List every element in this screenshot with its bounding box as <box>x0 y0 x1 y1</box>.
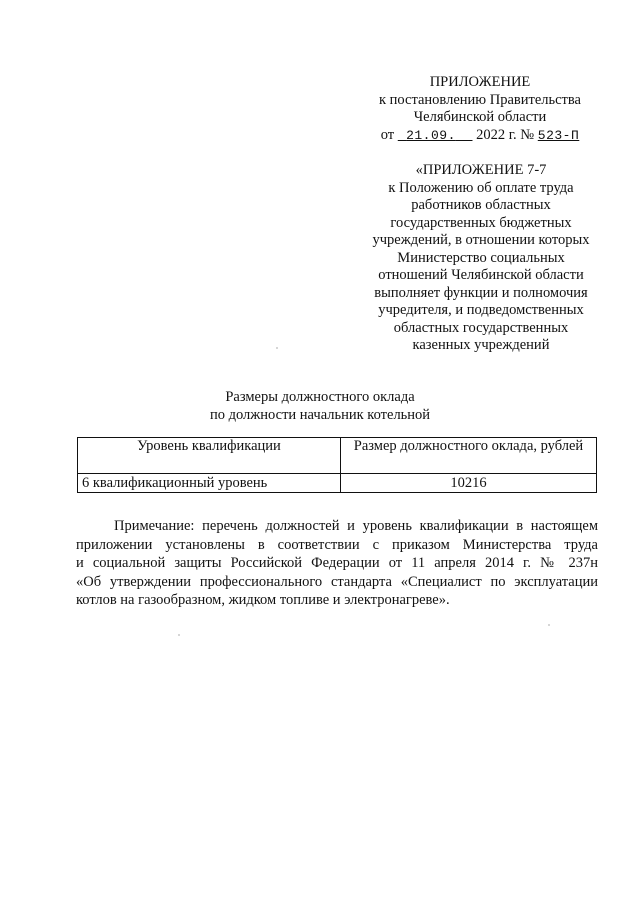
qualification-cell: 6 квалификационный уровень <box>78 474 341 493</box>
salary-cell: 10216 <box>341 474 597 493</box>
note-paragraph <box>76 517 598 610</box>
appendix2-line: выполняет функции и полномочия <box>374 284 588 301</box>
appendix2-line: государственных бюджетных <box>390 214 572 231</box>
appendix2-line: областных государственных <box>393 319 569 336</box>
decree-date-number-line <box>370 127 590 145</box>
appendix-region-line: Челябинской области <box>413 109 547 125</box>
document-title <box>150 389 490 424</box>
scan-speck <box>178 634 180 636</box>
decree-date: 21.09. <box>406 127 456 143</box>
appendix-title: ПРИЛОЖЕНИЕ <box>429 74 531 90</box>
note-line: Примечание: перечень должностей и уровень квалификации в настоящем <box>114 518 598 534</box>
appendix2-line: работников областных <box>411 197 551 213</box>
title-line-1: Размеры должностного оклада <box>225 389 415 405</box>
note-line: котлов на газообразном, жидком топливе и электронагреве». <box>76 592 450 608</box>
column-header-salary: Размер должностного оклада, рублей <box>341 438 597 474</box>
appendix-7-7-header <box>358 162 604 355</box>
appendix2-line: «ПРИЛОЖЕНИЕ 7-7 <box>415 162 547 178</box>
appendix2-line: учредителя, и подведомственных <box>378 302 584 318</box>
note-line: и социальной защиты Российской Федерации от 11 апреля 2014 г. № 237н <box>76 555 598 571</box>
salary-table <box>77 437 597 493</box>
appendix2-line: казенных учреждений <box>412 337 550 353</box>
from-label: от <box>380 126 395 143</box>
note-line: приложении установлены в соответствии с приказом Министерства труда <box>76 536 598 553</box>
appendix-decree-line: к постановлению Правительства <box>379 91 581 108</box>
decree-number: 523-П <box>537 127 580 143</box>
table-row <box>78 474 597 493</box>
appendix2-line: Министерство социальных <box>397 249 565 266</box>
appendix2-line: отношений Челябинской области <box>378 267 584 283</box>
note-line: «Об утверждении профессионального стандарта «Специалист по эксплуатации <box>76 573 598 590</box>
scan-speck <box>276 347 278 349</box>
appendix2-line: учреждений, в отношении которых <box>372 232 590 248</box>
column-header-qualification: Уровень квалификации <box>78 438 341 474</box>
table-header-row <box>78 438 597 474</box>
appendix2-line: к Положению об оплате труда <box>388 179 574 196</box>
decree-year-label: 2022 г. № <box>476 126 535 143</box>
appendix-header <box>370 74 590 144</box>
scan-speck <box>548 624 550 626</box>
title-line-2: по должности начальник котельной <box>209 406 431 423</box>
